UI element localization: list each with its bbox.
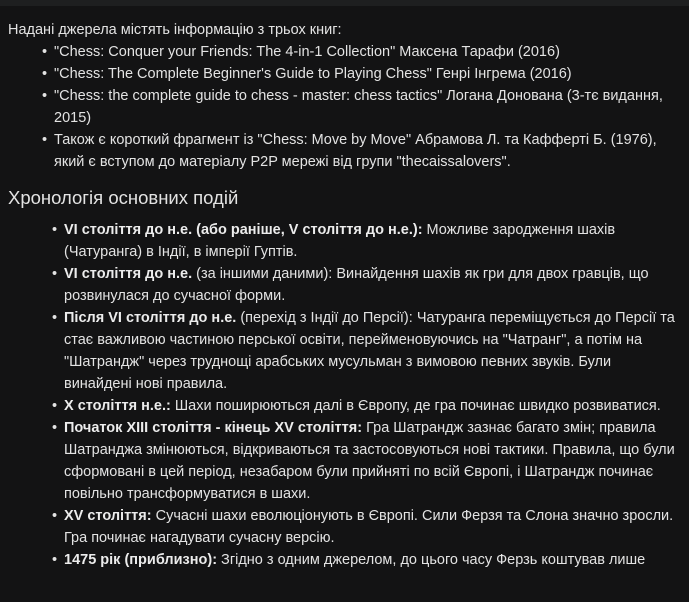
timeline-item <box>54 417 680 505</box>
timeline-item <box>54 505 680 549</box>
timeline-text: Шахи поширюються далі в Європу, де гра починає швидко розвиватися. <box>170 398 661 414</box>
timeline-sep: : <box>212 552 218 568</box>
timeline-text: Можливе зародження шахів (Чатуранга) в Індії, в імперії Гуптів. <box>64 222 616 260</box>
timeline-term: 1475 рік (приблизно) <box>64 552 213 568</box>
response-content <box>8 19 680 571</box>
timeline-sep: : <box>417 222 423 238</box>
list-item: • "Chess: Conquer your Friends: The 4-in-1 Collection" Максена Тарафи (2016) <box>44 41 680 63</box>
timeline-term: XV століття <box>64 508 147 524</box>
book-list <box>44 41 680 173</box>
timeline-item <box>54 307 680 395</box>
timeline-text: (за іншими даними): Винайдення шахів як гри для двох гравців, що розвинулася до сучасної форми. <box>64 266 649 304</box>
timeline-term: Початок XIII століття - кінець XV століття <box>64 420 358 436</box>
timeline-text: Згідно з одним джерелом, до цього часу Ферзь коштував лише <box>217 552 646 568</box>
timeline-term: VI століття до н.е. <box>64 266 193 282</box>
section-heading: Хронологія основних подій <box>8 187 239 208</box>
timeline-term: VI століття до н.е. (або раніше, V століття до н.е.) <box>64 222 418 238</box>
list-item: • "Chess: The Complete Beginner's Guide to Playing Chess" Генрі Інгрема (2016) <box>44 63 680 85</box>
intro-text: Надані джерела містять інформацію з трьох книг: <box>8 22 342 38</box>
top-bar <box>0 0 689 6</box>
timeline-list <box>54 219 680 571</box>
timeline-term: X століття н.е. <box>64 398 166 414</box>
timeline-term: Після VI століття до н.е. <box>64 310 237 326</box>
timeline-text: Гра Шатрандж зазнає багато змін; правила Шатранджа змінюються, відкриваються та застосовуються нові тактики. Правила, що були сформовані в цей період, незабаром були прийняті по всій Європі, і Шатрандж починає повільно трансформуватися в шахи. <box>64 420 675 502</box>
timeline-sep: : <box>165 398 171 414</box>
timeline-text: Сучасні шахи еволюціонують в Європі. Сили Ферзя та Слона значно зросли. Гра починає нагадувати сучасну версію. <box>64 508 674 546</box>
timeline-text: (перехід з Індії до Персії): Чатуранга переміщується до Персії та стає важливою частиною перської освіти, перейменовуючись на "Чатранг", а потім на "Шатрандж" через труднощі арабських мусульман з вимовою певних звуків. Були винайдені нові правила. <box>64 310 675 392</box>
list-item: • "Chess: the complete guide to chess - master: chess tactics" Логана Донована (3-тє видання, 2015) <box>44 85 680 129</box>
timeline-item <box>54 549 680 571</box>
timeline-item <box>54 219 680 263</box>
list-item: • Також є короткий фрагмент із "Chess: Move by Move" Абрамова Л. та Кафферті Б. (1976), який є вступом до матеріалу P2P мережі від групи "thecaissalovers". <box>44 129 680 173</box>
timeline-item <box>54 263 680 307</box>
timeline-item <box>54 395 680 417</box>
timeline-sep: : <box>146 508 152 524</box>
timeline-sep: : <box>357 420 363 436</box>
